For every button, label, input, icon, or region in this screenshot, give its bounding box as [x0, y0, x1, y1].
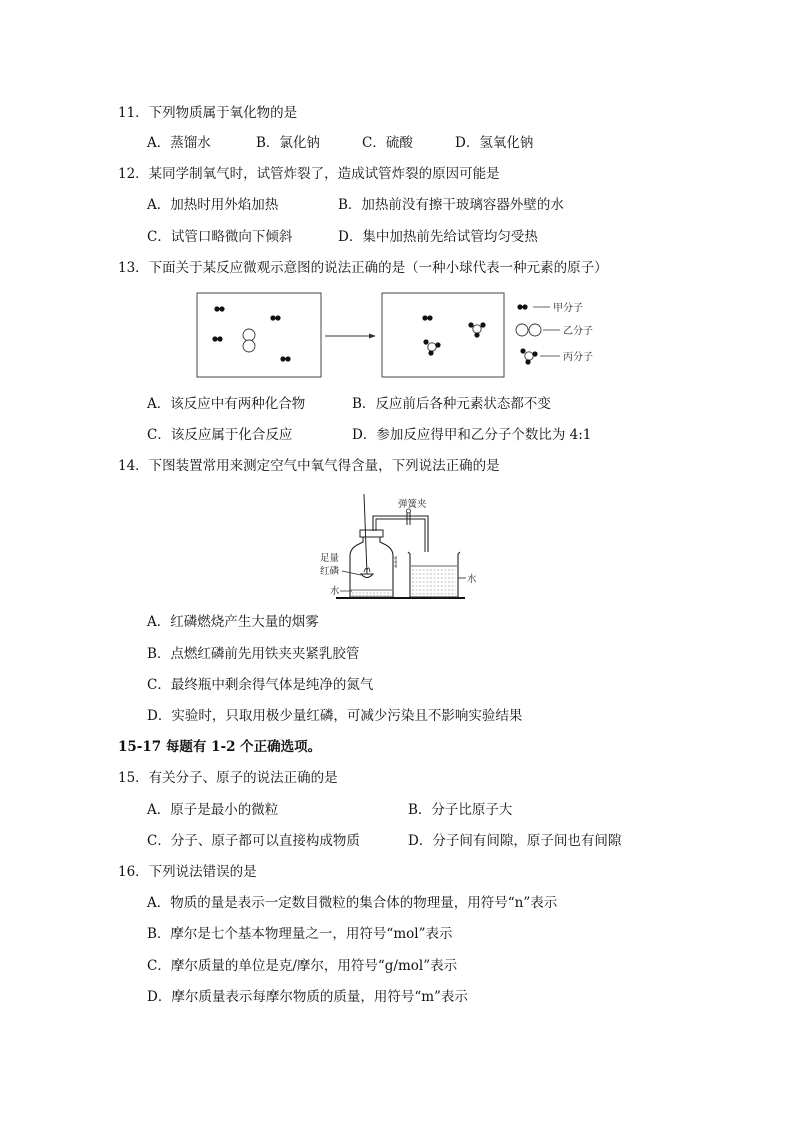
- legend-jia: [517, 301, 583, 314]
- legend-bing: [520, 348, 593, 364]
- q12-option-a: A．加热时用外焰加热: [147, 197, 279, 213]
- reactant-molecule-jia: [212, 336, 222, 341]
- q15-option-d: D．分子间有间隙，原子间也有间隙: [408, 833, 622, 849]
- q13-option-b: B．反应前后各种元素状态都不变: [352, 396, 551, 412]
- q15-stem: 15．有关分子、原子的说法正确的是: [118, 770, 338, 786]
- q16-option-c: C．摩尔质量的单位是克/摩尔，用符号“g/mol”表示: [147, 958, 458, 974]
- q13-option-d: D．参加反应得甲和乙分子个数比为 4:1: [352, 427, 592, 443]
- label-water-beaker: 水: [467, 574, 477, 585]
- q15-option-a: A．原子是最小的微粒: [147, 802, 279, 818]
- q15-option-b: B．分子比原子大: [408, 802, 513, 818]
- label-enough: 足量: [320, 553, 340, 564]
- reactant-molecule-yi: [243, 329, 255, 352]
- reactant-molecule-jia: [214, 306, 224, 311]
- q15-option-c: C．分子、原子都可以直接构成物质: [147, 833, 360, 849]
- q11-option-c: C．硫酸: [362, 135, 413, 151]
- q12-option-c: C．试管口略微向下倾斜: [147, 229, 293, 245]
- q14-option-a: A．红磷燃烧产生大量的烟雾: [147, 614, 319, 630]
- q14-option-d: D．实验时，只取用极少量红磷，可减少污染且不影响实验结果: [147, 708, 523, 724]
- label-water-flask: 水: [330, 586, 340, 597]
- product-molecule-jia: [422, 315, 432, 320]
- legend-yi: [516, 324, 593, 337]
- q12-option-b: B．加热前没有擦干玻璃容器外壁的水: [338, 197, 564, 213]
- q13-option-c: C．该反应属于化合反应: [147, 427, 293, 443]
- legend-label-bing: 丙分子: [563, 352, 593, 363]
- product-molecule-bing: [468, 322, 485, 337]
- q12-option-d: D．集中加热前先给试管均匀受热: [338, 229, 538, 245]
- q16-option-a: A．物质的量是表示一定数目微粒的集合体的物理量，用符号“n”表示: [147, 895, 558, 911]
- reactant-molecule-jia: [280, 356, 290, 361]
- spring-clip: [407, 509, 411, 525]
- q14-stem: 14．下图装置常用来测定空气中氧气得含量，下列说法正确的是: [118, 458, 500, 474]
- q16-option-b: B．摩尔是七个基本物理量之一，用符号“mol”表示: [147, 926, 453, 942]
- q11-option-a: A．蒸馏水: [147, 135, 211, 151]
- reactant-molecule-jia: [270, 315, 280, 320]
- legend-label-jia: 甲分子: [553, 303, 583, 314]
- q13-option-a: A．该反应中有两种化合物: [147, 396, 306, 412]
- q16-stem: 16．下列说法错误的是: [118, 864, 257, 880]
- reaction-diagram: [190, 288, 610, 380]
- flask: [350, 530, 397, 597]
- q11-option-d: D．氢氧化钠: [455, 135, 534, 151]
- reactants-box: [197, 293, 321, 377]
- section-note: 15-17 每题有 1-2 个正确选项。: [118, 739, 322, 755]
- q12-stem: 12．某同学制氧气时，试管炸裂了，造成试管炸裂的原因可能是: [118, 166, 500, 182]
- product-molecule-bing: [423, 339, 440, 355]
- q14-option-c: C．最终瓶中剩余得气体是纯净的氮气: [147, 677, 374, 693]
- beaker: [408, 552, 466, 597]
- reaction-arrow: [325, 334, 376, 339]
- oxygen-content-apparatus: [310, 494, 490, 604]
- q11-stem: 11．下列物质属于氧化物的是: [118, 105, 298, 121]
- q11-option-b: B．氯化钠: [256, 135, 320, 151]
- q16-option-d: D．摩尔质量表示每摩尔物质的质量，用符号“m”表示: [147, 989, 468, 1005]
- legend-label-yi: 乙分子: [563, 326, 593, 337]
- products-box: [382, 293, 504, 377]
- q14-option-b: B．点燃红磷前先用铁夹夹紧乳胶管: [147, 646, 360, 662]
- q13-stem: 13．下面关于某反应微观示意图的说法正确的是（一种小球代表一种元素的原子）: [118, 260, 608, 276]
- label-spring-clip: 弹簧夹: [398, 499, 427, 510]
- label-red-phosphorus: 红磷: [320, 566, 340, 577]
